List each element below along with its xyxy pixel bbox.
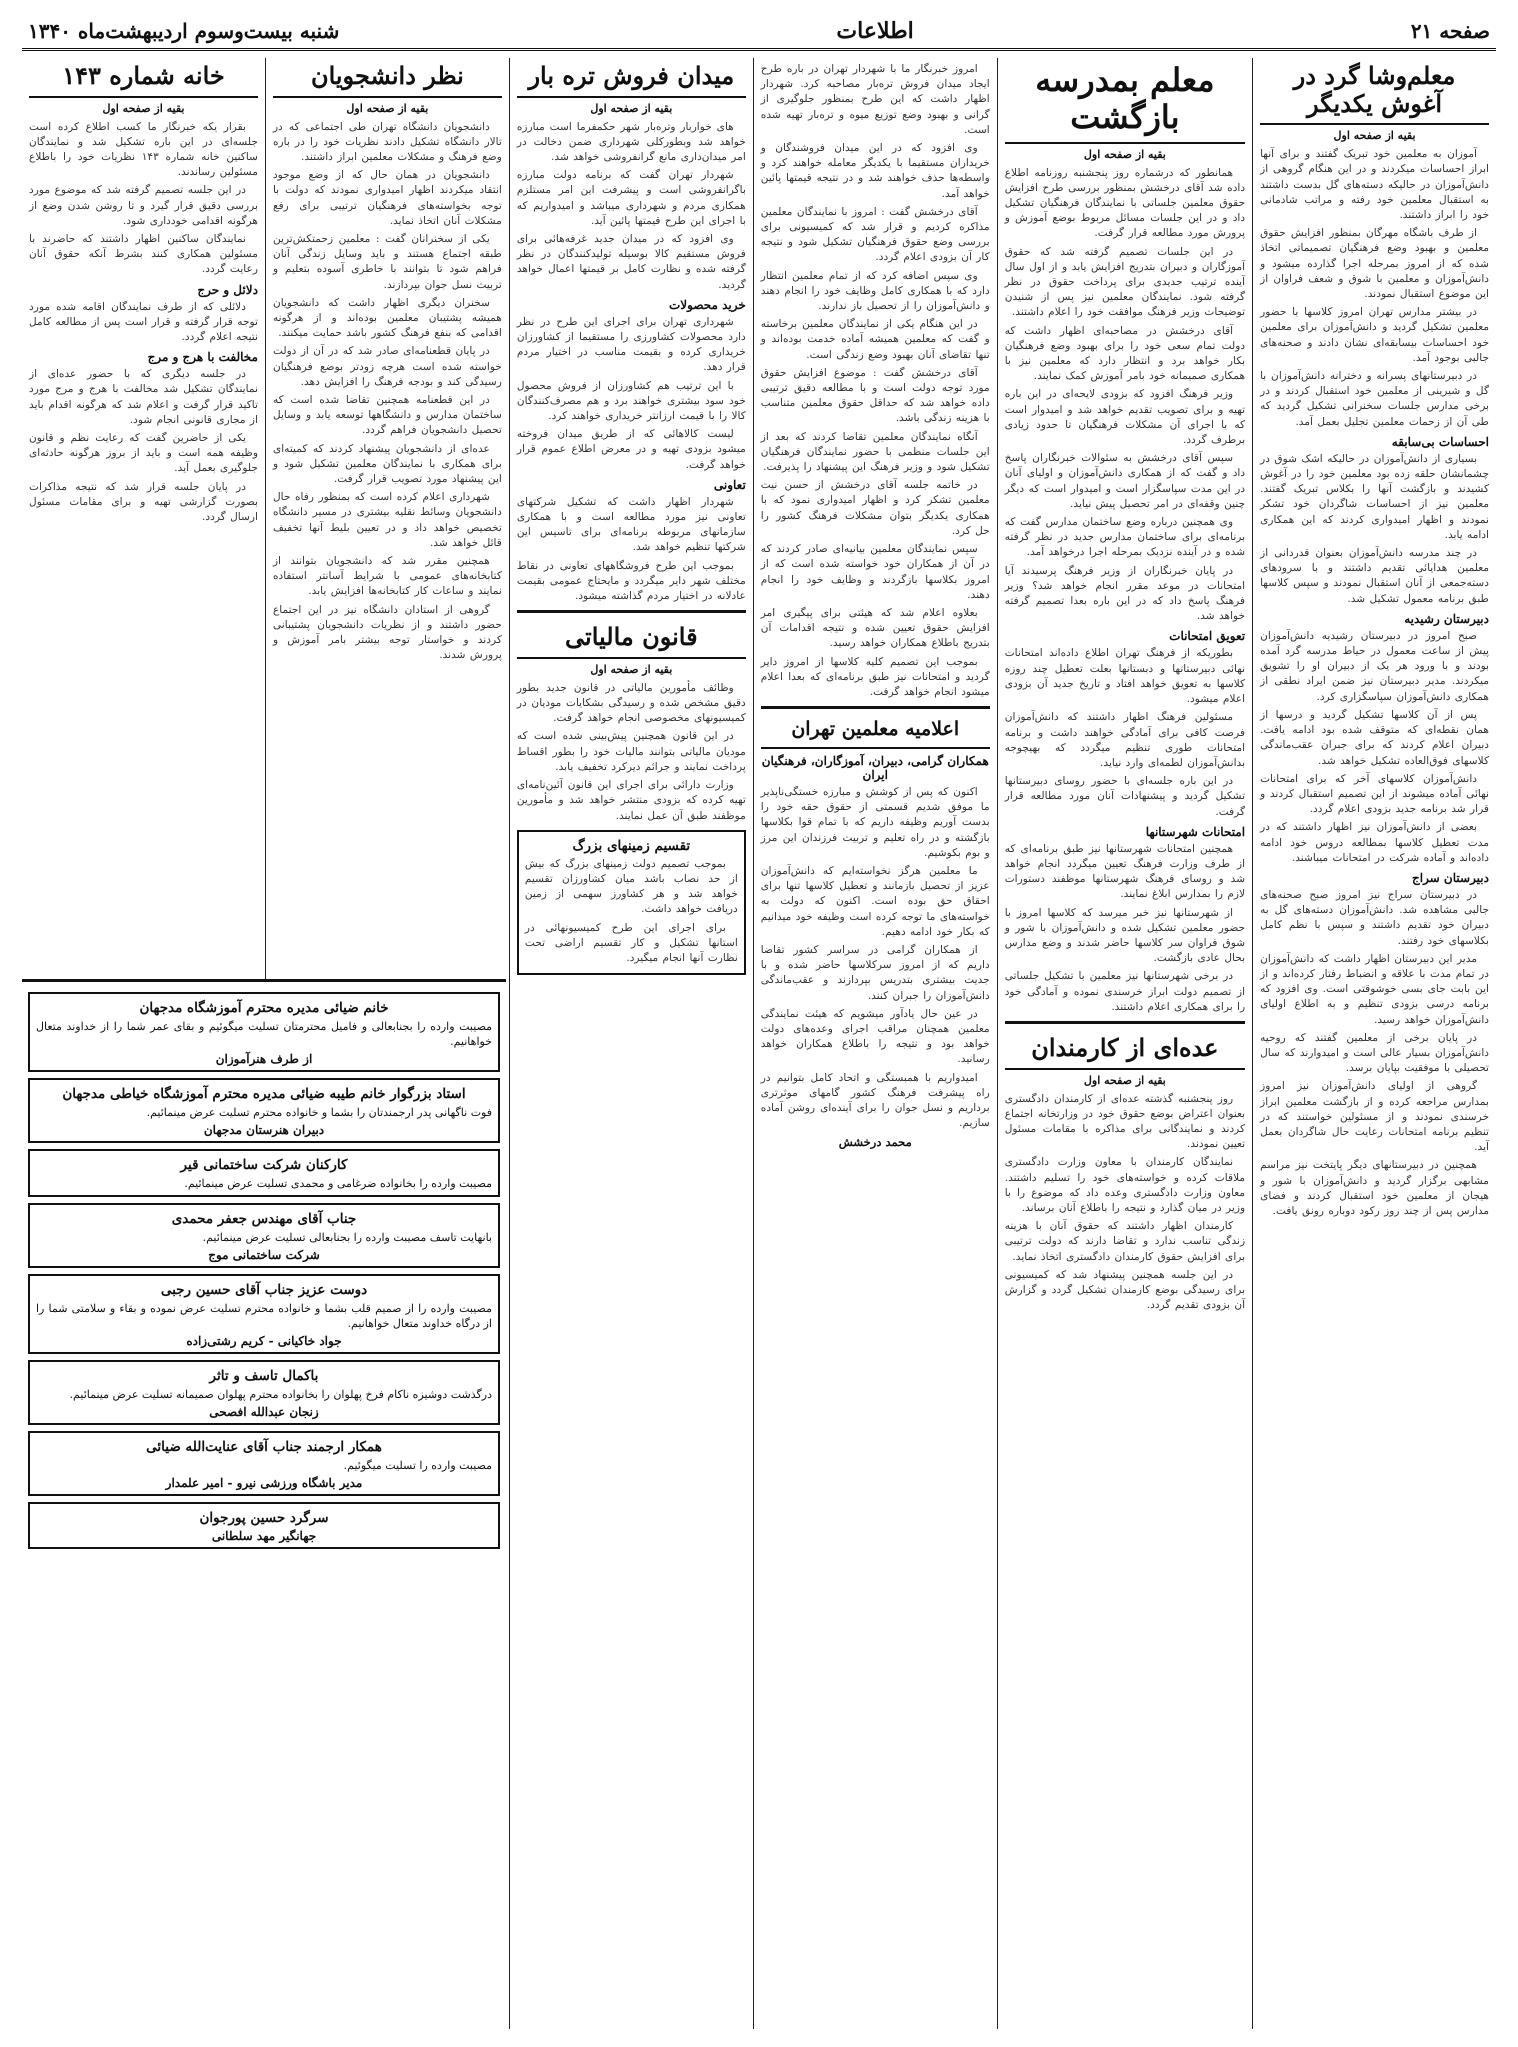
article-body-2: بطوریکه از فرهنگ تهران اطلاع داده‌اند امتحانات نهائی دبیرستانها و دبستانها بعلت تعطیل چند روزه کلاسها به تعویق خواهد افتاد و تاریخ جدید آن بزودی اعلام میشود. مسئولین فرهنگ اظهار داشتند که دانش‌آموزان فرصت کافی برای آمادگی خواهند داشت و برنامه امتحانات طوری تنظیم میگردد که بهیچوجه بدانش‌آموزان لطمه‌ای وارد نیاید. در این باره جلسه‌ای با حضور روسای دبیرستانها تشکیل گردید و پیشنهادات آنان مورد مطالعه قرار گرفت.: [1004, 647, 1246, 818]
article-body-2: دلائلی که از طرف نمایندگان اقامه شده مورد توجه قرار گرفته و قرار است پس از مطالعه کامل نتیجه اعلام گردد.: [29, 300, 258, 344]
continued-note: بقیه از صفحه اول: [346, 101, 429, 115]
notice-6: باکمال تاسف و تاثر درگذشت دوشیزه ناکام فرخ پهلوان را بخانواده محترم پهلوان صمیمانه تسلیت عرض مینمائیم. زنجان عبدالله افصحی: [28, 1360, 500, 1425]
column-4: [509, 58, 753, 2029]
article-body: های خواربار وتره‌بار شهر حکمفرما است مبارزه خواهد شد وبطورکلی شهرداری ضمن دخالت در امر میدان‌داری مانع گرانفروشی خواهد شد. شهردار تهران گفت که برنامه دولت مبارزه باگرانفروشی است و پیشرفت این امر مستلزم همکاری مردم و شهرداری میباشد و امیدواریم که با اجرای این طرح قیمتها پائین آید. وی افزود که در میدان جدید غرفه‌هائی برای فروش مستقیم کالا بوسیله تولیدکنندگان در نظر گرفته شده و نظارت کامل بر قیمتها اعمال خواهد گردید.: [516, 120, 746, 291]
continued-note: بقیه از صفحه اول: [590, 101, 673, 115]
subheading-reasons: دلائل و حرج: [197, 282, 258, 297]
issue-date: شنبه بیست‌وسوم اردیبهشت‌ماه ۱۳۴۰: [28, 19, 340, 43]
box-body: بموجب تصمیم دولت زمینهای بزرگ که بیش از حد نصاب باشد میان کشاورزان تقسیم خواهد شد و هر کشاورز سهمی از زمین دریافت خواهد داشت. برای اجرای این طرح کمیسیونهائی در استانها تشکیل و کار تقسیم اراضی تحت نظارت آنها انجام میگیرد.: [524, 857, 738, 964]
paper-name: اطلاعات: [836, 18, 914, 44]
article-body: آموزان به معلمین خود تبریک گفتند و برای آنها ابراز احساسات میکردند و در این هنگام گروهی از دانش‌آموزان در حالیکه دسته‌های گل بدست داشتند به استقبال معلمین خود رفته و مراتب شادمانی خود را ابراز داشتند. از طرف باشگاه مهرگان بمنظور افزایش حقوق معلمین و بهبود وضع فرهنگیان تصمیماتی اتخاذ شده که از امروز بمرحله اجرا گذارده میشود و دانش‌آموزان و معلمین با شوق و شعف فراوان از این موضوع استقبال نمودند. در بیشتر مدارس تهران امروز کلاسها با حضور معلمین تشکیل گردید و دانش‌آموزان برای معلمین خود احساسات بیسابقه‌ای نشان دادند و صحنه‌های جالبی بوجود آمد. در دبیرستانهای پسرانه و دخترانه دانش‌آموزان با گل و شیرینی از معلمین خود استقبال کردند و در برخی مدارس جلسات سخنرانی تشکیل گردید که طی آن از زحمات معلمین تجلیل بعمل آمد.: [1260, 148, 1489, 428]
page-number: صفحه ۲۱: [1410, 19, 1490, 43]
subheading-emotions: احساسات بی‌سابقه: [1391, 434, 1489, 449]
article-body-4: در دبیرستان سراج نیز امروز صبح صحنه‌های جالبی مشاهده شد. دانش‌آموزان دسته‌های گل به دبیران خود تقدیم داشتند و سپس با نظم کامل بکلاسهای خود رفتند. مدیر این دبیرستان اظهار داشت که دانش‌آموزان در تمام مدت با علاقه و انضباط رفتار کرده‌اند و از این بابت جای بسی خوشوقتی است. وی افزود که برنامه درسی بزودی تنظیم و به اطلاع اولیای دانش‌آموزان خواهد رسید. در پایان برخی از معلمین گفتند که روحیه دانش‌آموزان بسیار عالی است و امیدوارند که سال تحصیلی با موفقیت بپایان برسد. گروهی از اولیای دانش‌آموزان نیز امروز بمدارس مراجعه کرده و از بازگشت معلمین ابراز خرسندی نمودند و از مسئولین خواستند که در تنظیم برنامه امتحانات رعایت حال شاگردان بعمل آید. همچنین در دبیرستانهای دیگر پایتخت نیز مراسم مشابهی برگزار گردید و دانش‌آموزان با شور و هیجان از معلمین خود استقبال کردند و فضای مدارس پس از چند روز رکود دوباره رونق یافت.: [1260, 888, 1489, 1217]
article-body-4: روز پنجشنبه گذشته عده‌ای از کارمندان دادگستری بعنوان اعتراض بوضع حقوق خود در وزارتخانه اجتماع کردند و نمایندگانی برای مذاکره با مقامات مسئول تعیین نمودند. نمایندگان کارمندان با معاون وزارت دادگستری ملاقات کرده و خواسته‌های خود را تسلیم داشتند. معاون وزارت دادگستری وعده داد که موضوع را با وزیر در میان گذارد و نتیجه را باطلاع آنان برساند. کارمندان اظهار داشتند که حقوق آنان با هزینه زندگی تناسب ندارد و تقاضا دارند که دولت ترتیبی برای افزایش حقوق کارمندان دادگستری اتخاذ نماید. در این جلسه همچنین پیشنهاد شد که کمیسیونی برای رسیدگی بوضع کارمندان تشکیل گردد و گزارش آن بزودی تقدیم گردد.: [1004, 1092, 1246, 1312]
notice-5: دوست عزیز جناب آقای حسین رجبی مصیبت وارده را از صمیم قلب بشما و خانواده محترم تسلیت عرض نموده و بقاء و سلامتی شما را از درگاه خداوند متعال خواهانیم. جواد خاکیانی - کریم رشتی‌زاده: [28, 1274, 500, 1354]
article-body: همانطور که درشماره روز پنجشنبه روزنامه اطلاع داده شد آقای درخشش بمنظور بررسی طرح افزایش حقوق معلمین جلساتی با نمایندگان فرهنگیان تشکیل داد و در این جلسات مسائل مربوط بوضع آموزش و پرورش مورد مطالعه قرار گرفت. در این جلسات تصمیم گرفته شد که حقوق آموزگاران و دبیران بتدریج افزایش یابد و از اول سال آینده ترتیب جدیدی برای پرداخت حقوق در نظر گرفته شود. نمایندگان معلمین نیز پس از شنیدن توضیحات وزیر فرهنگ موافقت خود را اعلام داشتند. آقای درخشش در مصاحبه‌ای اظهار داشت که دولت تمام سعی خود را برای بهبود وضع فرهنگیان بکار خواهد برد و انتظار دارد که معلمین نیز با همکاری صمیمانه خود بامر آموزش کمک نمایند. وزیر فرهنگ افزود که بزودی لایحه‌ای در این باره تهیه و برای تصویب تقدیم خواهد شد و امیدوار است که با اجرای آن مشکلات فرهنگیان تا حدود زیادی برطرف گردد. سپس آقای درخشش به سئوالات خبرنگاران پاسخ داد و گفت که از همکاری دانش‌آموزان و اولیای آنان در این مدت سپاسگزار است و امیدوار است که دیگر چنین وقفه‌ای در امر تحصیل پیش نیاید. وی همچنین درباره وضع ساختمان مدارس گفت که برنامه‌ای برای ساختمان مدارس جدید در نظر گرفته شده و در آینده نزدیک بمرحله اجرا درخواهد آمد. در پایان خبرنگاران از وزیر فرهنگ پرسیدند آیا امتحانات در موعد مقرر انجام خواهد شد؟ وزیر فرهنگ پاسخ داد که در این باره بعدا تصمیم گرفته خواهد شد.: [1004, 166, 1246, 623]
continued-note: بقیه از صفحه اول: [102, 101, 185, 115]
article-body-3: همچنین امتحانات شهرستانها نیز طبق برنامه‌ای که از طرف وزارت فرهنگ تعیین میگردد انجام خواهد شد و روسای فرهنگ شهرستانها موظفند دستورات لازم را بمدارس ابلاغ نمایند. از شهرستانها نیز خبر میرسد که کلاسها امروز با حضور معلمین تشکیل شده و دانش‌آموزان با شور و شوق فراوان سر کلاسها حاضر شدند و وضع مدارس بحال عادی بازگشت. در برخی شهرستانها نیز معلمین با تشکیل جلساتی از تصمیم دولت ابراز خرسندی نموده و آمادگی خود را برای همکاری اعلام داشتند.: [1004, 842, 1246, 1013]
statement-signature: محمد درخشش: [838, 1135, 912, 1150]
statement-audience: همکاران گرامی، دبیران، آموزگاران، فرهنگیان ایران: [761, 753, 989, 782]
notice-7: همکار ارجمند جناب آقای عنایت‌الله ضیائی مصیبت وارده را تسلیت میگوئیم. مدیر باشگاه ورزشی نیرو - امیر علمدار: [28, 1431, 500, 1496]
masthead: [22, 14, 1496, 51]
column-1: [1252, 58, 1496, 2029]
article-body-2: شهرداری تهران برای اجرای این طرح در نظر دارد محصولات کشاورزی را مستقیما از کشاورزان خریداری کرده و بقیمت مناسب در اختیار مردم قرار دهد. با این ترتیب هم کشاورزان از فروش محصول خود سود بیشتری خواهند برد و هم مصرف‌کنندگان کالا را با قیمت ارزانتر خریداری خواهند کرد. لیست کالاهائی که از طریق میدان فروخته میشود بزودی تهیه و در معرض اطلاع عموم قرار خواهد گرفت.: [516, 315, 746, 471]
notice-4: جناب آقای مهندس جعفر محمدی بانهایت تاسف مصیبت وارده را بجنابعالی تسلیت عرض مینمائیم. شرکت ساختمانی موج: [28, 1203, 500, 1268]
headline-teacher-returned: معلم بمدرسه بازگشت: [1005, 58, 1245, 144]
headline-teachers-students: معلم‌وشا گرد در آغوش یکدیگر: [1260, 58, 1489, 125]
boxed-article: [517, 830, 746, 975]
headline-students-view: نظر دانشجویان: [273, 58, 502, 98]
article-body-3: در جلسه دیگری که با حضور عده‌ای از نمایندگان تشکیل شد مخالفت با هرج و مرج مورد تاکید قرار گرفت و اعلام شد که هرگونه اقدام باید از مجاری قانونی انجام شود. یکی از حاضرین گفت که رعایت نظم و قانون وظیفه همه است و باید از بروز هرگونه حادثه‌ای جلوگیری بعمل آید. در پایان جلسه قرار شد که نتیجه مذاکرات بصورت گزارشی تهیه و برای مقامات مسئول ارسال گردد.: [29, 368, 258, 524]
headline-teachers-statement: اعلامیه معلمین تهران: [761, 715, 990, 749]
notice-8: سرگرد حسین پورجوان جهانگیر مهد سلطانی: [28, 1502, 500, 1549]
subheading-seraj: دبیرستان سراج: [1411, 870, 1489, 885]
notice-1: خانم ضیائی مدیره محترم آموزشگاه مدجهان مصیبت وارده را بجنابعالی و فامیل محترمتان تسلیت میگوئیم و بقای عمر شما را از خداوند متعال خواهانیم. از طرف هنرآموزان: [28, 992, 500, 1072]
notice-3: کارکنان شرکت ساختمانی قیر مصیبت وارده را بخانواده ضرغامی و محمدی تسلیت عرض مینمائیم.: [28, 1149, 500, 1197]
headline-employees: عده‌ای از کارمندان: [1005, 1030, 1245, 1070]
headline-tax-law: قانون مالیاتی: [517, 619, 746, 659]
subheading-exam-delay: تعویق امتحانات: [1169, 629, 1246, 644]
subheading-roshdieh: دبیرستان رشیدیه: [1404, 611, 1489, 626]
continued-note-2: بقیه از صفحه اول: [1083, 1073, 1166, 1087]
statement-body: اکنون که پس از کوشش و مبارزه خستگی‌ناپذیر ما موفق شدیم قسمتی از حقوق حقه خود را بدست آوریم وظیفه داریم که با تمام قوا بکلاسها بازگشته و در راه تعلیم و تربیت فرزندان این مرز و بوم بکوشیم. ما معلمین هرگز نخواسته‌ایم که دانش‌آموزان عزیز از تحصیل بازمانند و تعطیل کلاسها تنها برای احقاق حق بوده است. اکنون که دولت به خواسته‌های ما توجه کرده است وظیفه خود میدانیم که بکار خود ادامه دهیم. از همکاران گرامی در سراسر کشور تقاضا داریم که از امروز سرکلاسها حاضر شده و با جدیت بیشتری بتدریس بپردازند و عقب‌ماندگی دانش‌آموزان را جبران کنند. در عین حال یادآور میشویم که هیئت نمایندگی معلمین همچنان مراقب اجرای وعده‌های دولت خواهد بود و نتیجه را باطلاع همکاران خواهد رسانید. امیدواریم با همبستگی و اتحاد کامل بتوانیم در راه پیشرفت فرهنگ کشور گامهای موثرتری برداریم و نسل جوان را برای آینده‌ای روشن آماده سازیم.: [760, 785, 990, 1130]
article-body: دانشجویان دانشگاه تهران طی اجتماعی که در تالار دانشگاه تشکیل دادند نظریات خود را در باره وضع فرهنگ و مشکلات معلمین ابراز داشتند. دانشجویان در همان حال که از وضع موجود انتقاد میکردند اظهار امیدواری نمودند که دولت با توجه بخواسته‌های فرهنگیان ترتیبی برای رفع مشکلات آنان اتخاذ نماید. یکی از سخنرانان گفت : معلمین زحمتکش‌ترین طبقه اجتماع هستند و باید وسایل زندگی آنان فراهم شود تا بتوانند با خاطری آسوده بتعلیم و تربیت نسل جوان بپردازند. سخنران دیگری اظهار داشت که دانشجویان همیشه پشتیبان معلمین بوده‌اند و از هرگونه اقدامی که بنفع فرهنگ کشور باشد حمایت میکنند. در پایان قطعنامه‌ای صادر شد که در آن از دولت خواسته شده است هرچه زودتر بوضع فرهنگیان رسیدگی کند و بودجه فرهنگ را افزایش دهد. در این قطعنامه همچنین تقاضا شده است که ساختمان مدارس و دانشگاهها توسعه یابد و وسایل تحصیل دانشجویان فراهم گردد. عده‌ای از دانشجویان پیشنهاد کردند که کمیته‌ای برای همکاری با نمایندگان معلمین تشکیل شود و این پیشنهاد مورد تصویب قرار گرفت. شهرداری اعلام کرده است که بمنظور رفاه حال دانشجویان وسائط نقلیه بیشتری در مسیر دانشگاه تخصیص خواهد داد و در تعیین بلیط آنها تخفیف قائل خواهد شد. همچنین مقرر شد که دانشجویان بتوانند از کتابخانه‌های عمومی با شرایط آسانتر استفاده نمایند و ساعات کار کتابخانه‌ها افزایش یابد. گروهی از استادان دانشگاه نیز در این اجتماع حضور داشتند و از نظریات دانشجویان پشتیبانی کردند و خواستار توجه بیشتر بامر آموزش و پرورش شدند.: [272, 120, 502, 662]
continued-note: بقیه از صفحه اول: [1333, 129, 1416, 143]
subheading-cooperative: تعاونی: [713, 477, 746, 492]
column-3: [753, 58, 997, 2029]
notice-2: استاد بزرگوار خانم طیبه ضیائی مدیره محترم آموزشگاه خیاطی مدجهان فوت ناگهانی پدر ارجمندتان را بشما و خانواده محترم تسلیت عرض مینمائیم. دبیران هنرستان مدجهان: [28, 1078, 500, 1143]
notices-block: [22, 979, 506, 2029]
article-body: بقرار یکه خبرنگار ما کسب اطلاع کرده است جلسه‌ای در این باره تشکیل شد و نمایندگان ساکنین خانه شماره ۱۴۳ نظریات خود را باطلاع مسئولین رساندند. در این جلسه تصمیم گرفته شد که موضوع مورد بررسی دقیق قرار گیرد و تا روشن شدن وضع از هرگونه اقدامی خودداری شود. نمایندگان ساکنین اظهار داشتند که حاضرند با مسئولین همکاری کنند بشرط آنکه حقوق آنان رعایت گردد.: [29, 120, 258, 276]
subheading-provinces-exams: امتحانات شهرستانها: [1145, 824, 1246, 839]
headline-produce-market: میدان فروش تره بار: [517, 58, 746, 98]
subheading-opposition: مخالفت با هرج و مرج: [147, 350, 258, 365]
article-body-4: وظائف مأمورین مالیاتی در قانون جدید بطور دقیق مشخص شده و رسیدگی بشکایات مودیان در کمیسیونهای مخصوصی انجام خواهد گرفت. در این قانون همچنین پیش‌بینی شده است که مودیان مالیاتی بتوانند مالیات خود را بطور اقساط پرداخت نمایند و جرائم دیرکرد تخفیف یابد. وزارت دارائی برای اجرای این قانون آئین‌نامه‌ای تهیه کرده که بزودی منتشر خواهد شد و مأمورین موظفند طبق آن عمل نمایند.: [516, 681, 746, 822]
box-title: تقسیم زمینهای بزرگ: [572, 837, 691, 854]
article-continuation: امروز خبرنگار ما با شهردار تهران در باره طرح ایجاد میدان فروش تره‌بار مصاحبه کرد. شهردار اظهار داشت که این طرح بمنظور جلوگیری از گرانی و بهبود وضع توزیع میوه و تره‌بار تهیه شده است. وی افزود که در این میدان فروشندگان و خریداران مستقیما با یکدیگر معامله خواهند کرد و واسطه‌ها حذف خواهند شد و در نتیجه قیمتها پائین خواهد آمد. آقای درخشش گفت : امروز با نمایندگان معلمین مذاکره کردیم و قرار شد که کمیسیونی برای بررسی وضع حقوق فرهنگیان تشکیل شود و نتیجه کار آن بزودی اعلام گردد. وی سپس اضافه کرد که از تمام معلمین انتظار دارد که با همکاری کامل وظایف خود را انجام دهند و دانش‌آموزان را از تحصیل باز ندارند. در این هنگام یکی از نمایندگان معلمین برخاسته و گفت که معلمین همیشه آماده خدمت بوده‌اند و تنها تقاضای آنان بهبود وضع زندگی است. آقای درخشش گفت : موضوع افزایش حقوق مورد توجه دولت است و با مطالعه دقیق ترتیبی داده خواهد شد که حداقل حقوق معلمین متناسب با هزینه زندگی باشد. آنگاه نمایندگان معلمین تقاضا کردند که بعد از این جلسات منظمی با حضور نمایندگان فرهنگیان تشکیل شود و وزیر فرهنگ این پیشنهاد را پذیرفت. در خاتمه جلسه آقای درخشش از حسن نیت معلمین تشکر کرد و اظهار امیدواری نمود که با همکاری یکدیگر بتوان مشکلات فرهنگ کشور را حل کرد. سپس نمایندگان معلمین بیانیه‌ای صادر کردند که در آن از همکاران خود خواسته شده است که از امروز بکلاسها بازگردند و وظایف خود را انجام دهند. بعلاوه اعلام شد که هیئتی برای پیگیری امر افزایش حقوق تعیین شده و نتیجه اقدامات آن بتدریج باطلاع همکاران خواهد رسید. بموجب این تصمیم کلیه کلاسها از امروز دایر گردید و امتحانات نیز طبق برنامه‌ای که بعدا اعلام میشود انجام خواهد گرفت.: [760, 63, 990, 698]
article-body-2: بسیاری از دانش‌آموزان در حالیکه اشک شوق در چشمانشان حلقه زده بود معلمین خود را در آغوش کشیدند و بازگشت آنها را بکلاس تبریک گفتند. معلمین نیز از احساسات شاگردان خود تشکر نمودند و اظهار امیدواری کردند که این همکاری ادامه یابد. در چند مدرسه دانش‌آموزان بعنوان قدردانی از معلمین هدایائی تقدیم داشتند و با سرودهای دسته‌جمعی از آنان استقبال نمودند و سپس کلاسها طبق برنامه معمول تشکیل شد.: [1260, 452, 1489, 605]
subheading-purchase: خرید محصولات: [669, 297, 746, 312]
continued-note: بقیه از صفحه اول: [1083, 147, 1166, 161]
article-body-3: صبح امروز در دبیرستان رشیدیه دانش‌آموزان پیش از ساعت معمول در حیاط مدرسه گرد آمده بودند و با ورود هر یک از دبیران او را تشویق میکردند. مدیر دبیرستان نیز ضمن ایراد نطقی از همکاری دانش‌آموزان سپاسگزاری کرد. پس از آن کلاسها تشکیل گردید و درسها از همان نقطه‌ای که متوقف شده بود ادامه یافت. دبیران اعلام کردند که برای جبران عقب‌ماندگی کلاسهای فوق‌العاده تشکیل خواهد شد. دانش‌آموزان کلاسهای آخر که برای امتحانات نهائی آماده میشوند از این تصمیم استقبال کردند و قرار شد برنامه جدید بزودی اعلام گردد. بعضی از دانش‌آموزان نیز اظهار داشتند که در مدت تعطیل کلاسها بمطالعه دروس خود ادامه داده‌اند و آماده شرکت در امتحانات میباشند.: [1260, 629, 1489, 864]
article-body-3: شهردار اظهار داشت که تشکیل شرکتهای تعاونی نیز مورد مطالعه است و با همکاری سازمانهای مربوطه برنامه‌ای برای تاسیس این شرکتها تنظیم خواهد شد. بموجب این طرح فروشگاههای تعاونی در نقاط مختلف شهر دایر میگردد و مایحتاج عمومی بقیمت عادلانه در اختیار مردم گذاشته میشود.: [516, 495, 746, 603]
column-2: [997, 58, 1252, 2029]
continued-note-2: بقیه از صفحه اول: [590, 662, 673, 676]
headline-house-143: خانه شماره ۱۴۳: [29, 58, 258, 98]
